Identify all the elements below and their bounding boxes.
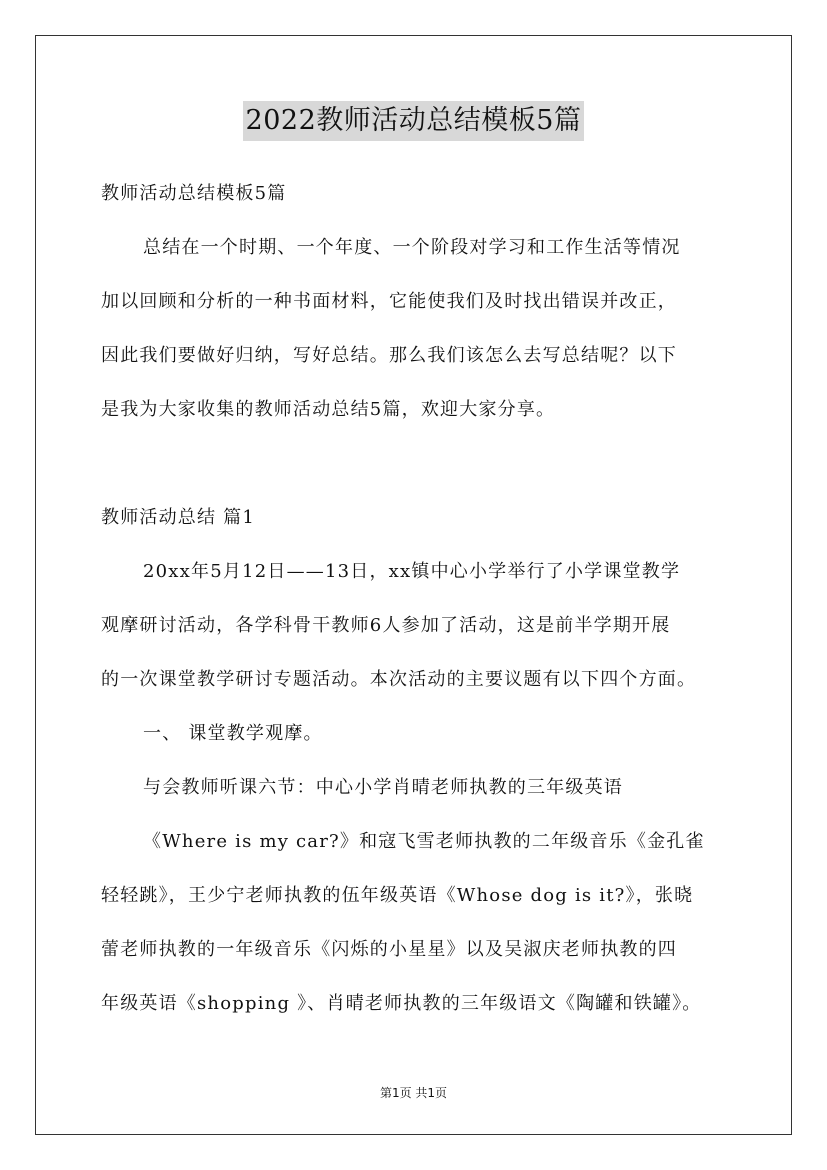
section-heading: 教师活动总结 篇1: [101, 507, 255, 528]
paragraph-line: 20xx年5月12日——13日，xx镇中心小学举行了小学课堂教学: [143, 561, 681, 582]
paragraph-line: 年级英语《shopping 》、肖晴老师执教的三年级语文《陶罐和铁罐》。: [101, 993, 702, 1014]
paragraph-line: 因此我们要做好归纳，写好总结。那么我们该怎么去写总结呢？以下: [101, 345, 677, 366]
paragraph-line: 加以回顾和分析的一种书面材料，它能使我们及时找出错误并改正，: [101, 291, 677, 312]
paragraph-line: 与会教师听课六节：中心小学肖晴老师执教的三年级英语: [143, 777, 623, 798]
paragraph-line: 观摩研讨活动，各学科骨干教师6人参加了活动，这是前半学期开展: [101, 615, 671, 636]
subtitle-line: 教师活动总结模板5篇: [101, 183, 287, 204]
document-title: 2022教师活动总结模板5篇: [243, 101, 585, 141]
paragraph-line: 《Where is my car?》和寇飞雪老师执教的二年级音乐《金孔雀: [143, 831, 705, 852]
page-footer: 第1页 共1页: [379, 1086, 448, 1100]
title-container: [0, 101, 827, 141]
paragraph-line: 是我为大家收集的教师活动总结5篇，欢迎大家分享。: [101, 399, 556, 420]
paragraph-line: 轻轻跳》，王少宁老师执教的伍年级英语《Whose dog is it?》，张晓: [101, 885, 694, 906]
paragraph-line: 总结在一个时期、一个年度、一个阶段对学习和工作生活等情况: [143, 237, 681, 258]
paragraph-line: 蕾老师执教的一年级音乐《闪烁的小星星》以及吴淑庆老师执教的四: [101, 939, 677, 960]
paragraph-line: 的一次课堂教学研讨专题活动。本次活动的主要议题有以下四个方面。: [101, 669, 697, 690]
list-heading: 一、 课堂教学观摩。: [143, 723, 323, 744]
